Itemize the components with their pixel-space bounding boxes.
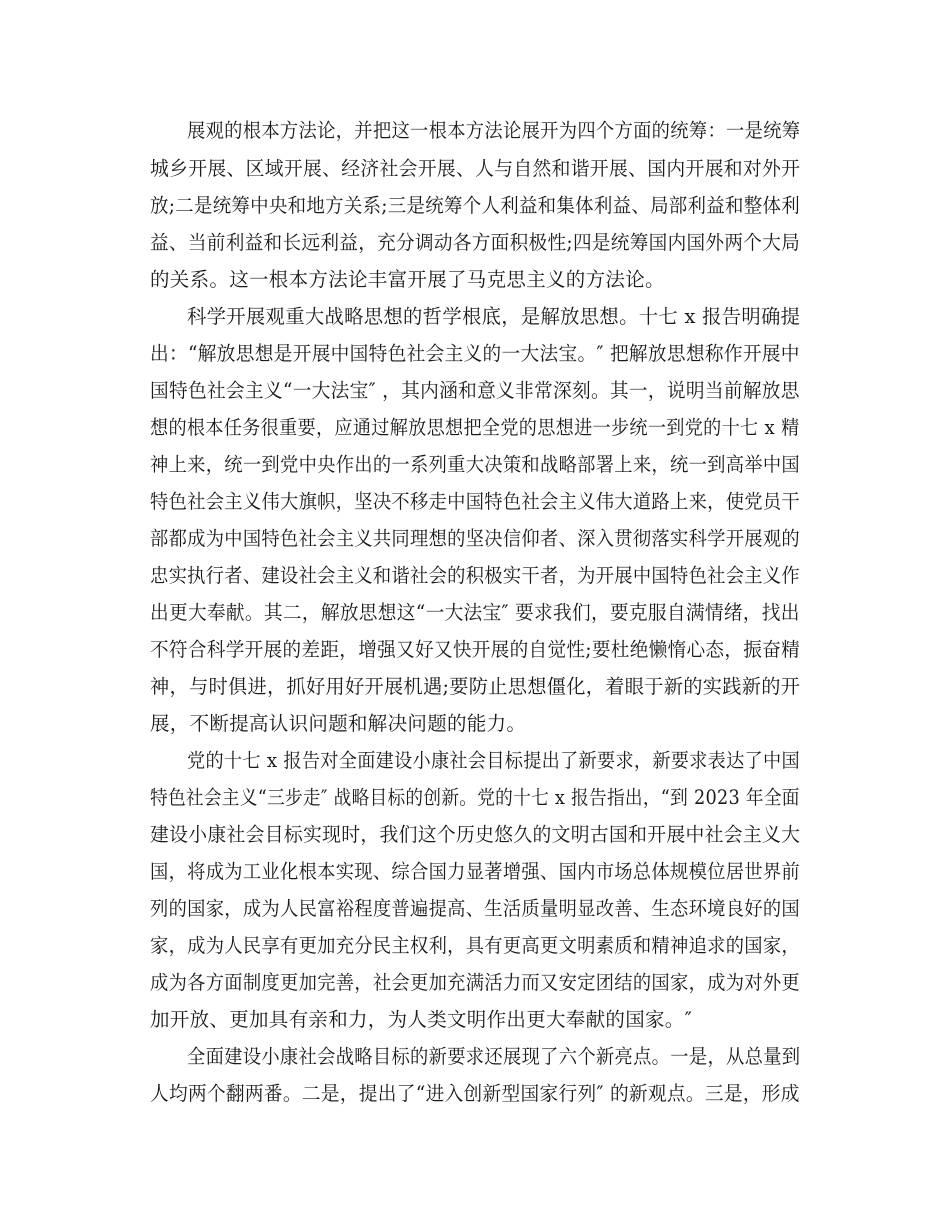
- text-line: 特色社会主义伟大旗帜，坚决不移走中国特色社会主义伟大道路上来，使党员干: [150, 490, 801, 513]
- text-line: 特色社会主义“三步走″ 战略目标的创新。党的十七 x 报告指出，“到 2023 年全面: [150, 786, 800, 809]
- text-line: 的关系。这一根本方法论丰富开展了马克思主义的方法论。: [150, 268, 665, 291]
- text-line: 城乡开展、区域开展、经济社会开展、人与自然和谐开展、国内开展和对外开: [150, 157, 801, 180]
- text-line: 国，将成为工业化根本实现、综合国力显著增强、国内市场总体规模位居世界前: [150, 860, 801, 883]
- text-line: 全面建设小康社会战略目标的新要求还展现了六个新亮点。一是，从总量到: [187, 1045, 801, 1068]
- text-line: 家，成为人民享有更加充分民主权利，具有更高更文明素质和精神追求的国家，: [150, 934, 801, 957]
- text-line: 加开放、更加具有亲和力，为人类文明作出更大奉献的国家。″: [150, 1008, 693, 1031]
- text-line: 忠实执行者、建设社会主义和谐社会的积极实干者，为开展中国特色社会主义作: [150, 564, 801, 587]
- text-line: 展，不断提高认识问题和解决问题的能力。: [150, 712, 527, 735]
- text-line: 列的国家，成为人民富裕程度普遍提高、生活质量明显改善、生态环境良好的国: [150, 897, 801, 920]
- text-line: 神，与时俱进，抓好用好开展机遇;要防止思想僵化，着眼于新的实践新的开: [150, 675, 801, 698]
- text-line: 出：“解放思想是开展中国特色社会主义的一大法宝。″ 把解放思想称作开展中: [150, 342, 800, 365]
- text-line: 想的根本任务很重要，应通过解放思想把全党的思想进一步统一到党的十七 x 精: [150, 416, 800, 439]
- text-line: 人均两个翻两番。二是，提出了“进入创新型国家行列″ 的新观点。三是，形成: [150, 1082, 800, 1105]
- text-line: 出更大奉献。其二，解放思想这“一大法宝″ 要求我们，要克服自满情绪，找出: [150, 601, 800, 624]
- text-line: 党的十七 x 报告对全面建设小康社会目标提出了新要求，新要求表达了中国: [187, 749, 800, 772]
- text-line: 国特色社会主义“一大法宝″ ，其内涵和意义非常深刻。其一，说明当前解放思: [150, 379, 800, 402]
- text-line: 展观的根本方法论，并把这一根本方法论展开为四个方面的统筹：一是统筹: [187, 119, 801, 142]
- text-line: 部都成为中国特色社会主义共同理想的坚决信仰者、深入贯彻落实科学开展观的: [150, 527, 801, 550]
- text-line: 神上来，统一到党中央作出的一系列重大决策和战略部署上来，统一到高举中国: [150, 453, 801, 476]
- text-line: 不符合科学开展的差距，增强又好又快开展的自觉性;要杜绝懒惰心态，振奋精: [150, 638, 801, 661]
- text-line: 建设小康社会目标实现时，我们这个历史悠久的文明古国和开展中社会主义大: [150, 823, 801, 846]
- text-line: 科学开展观重大战略思想的哲学根底，是解放思想。十七 x 报告明确提: [187, 305, 801, 328]
- text-line: 放;二是统筹中央和地方关系;三是统筹个人利益和集体利益、局部利益和整体利: [150, 194, 800, 217]
- text-line: 益、当前利益和长远利益，充分调动各方面积极性;四是统筹国内国外两个大局: [150, 231, 801, 254]
- text-line: 成为各方面制度更加完善，社会更加充满活力而又安定团结的国家，成为对外更: [150, 971, 801, 994]
